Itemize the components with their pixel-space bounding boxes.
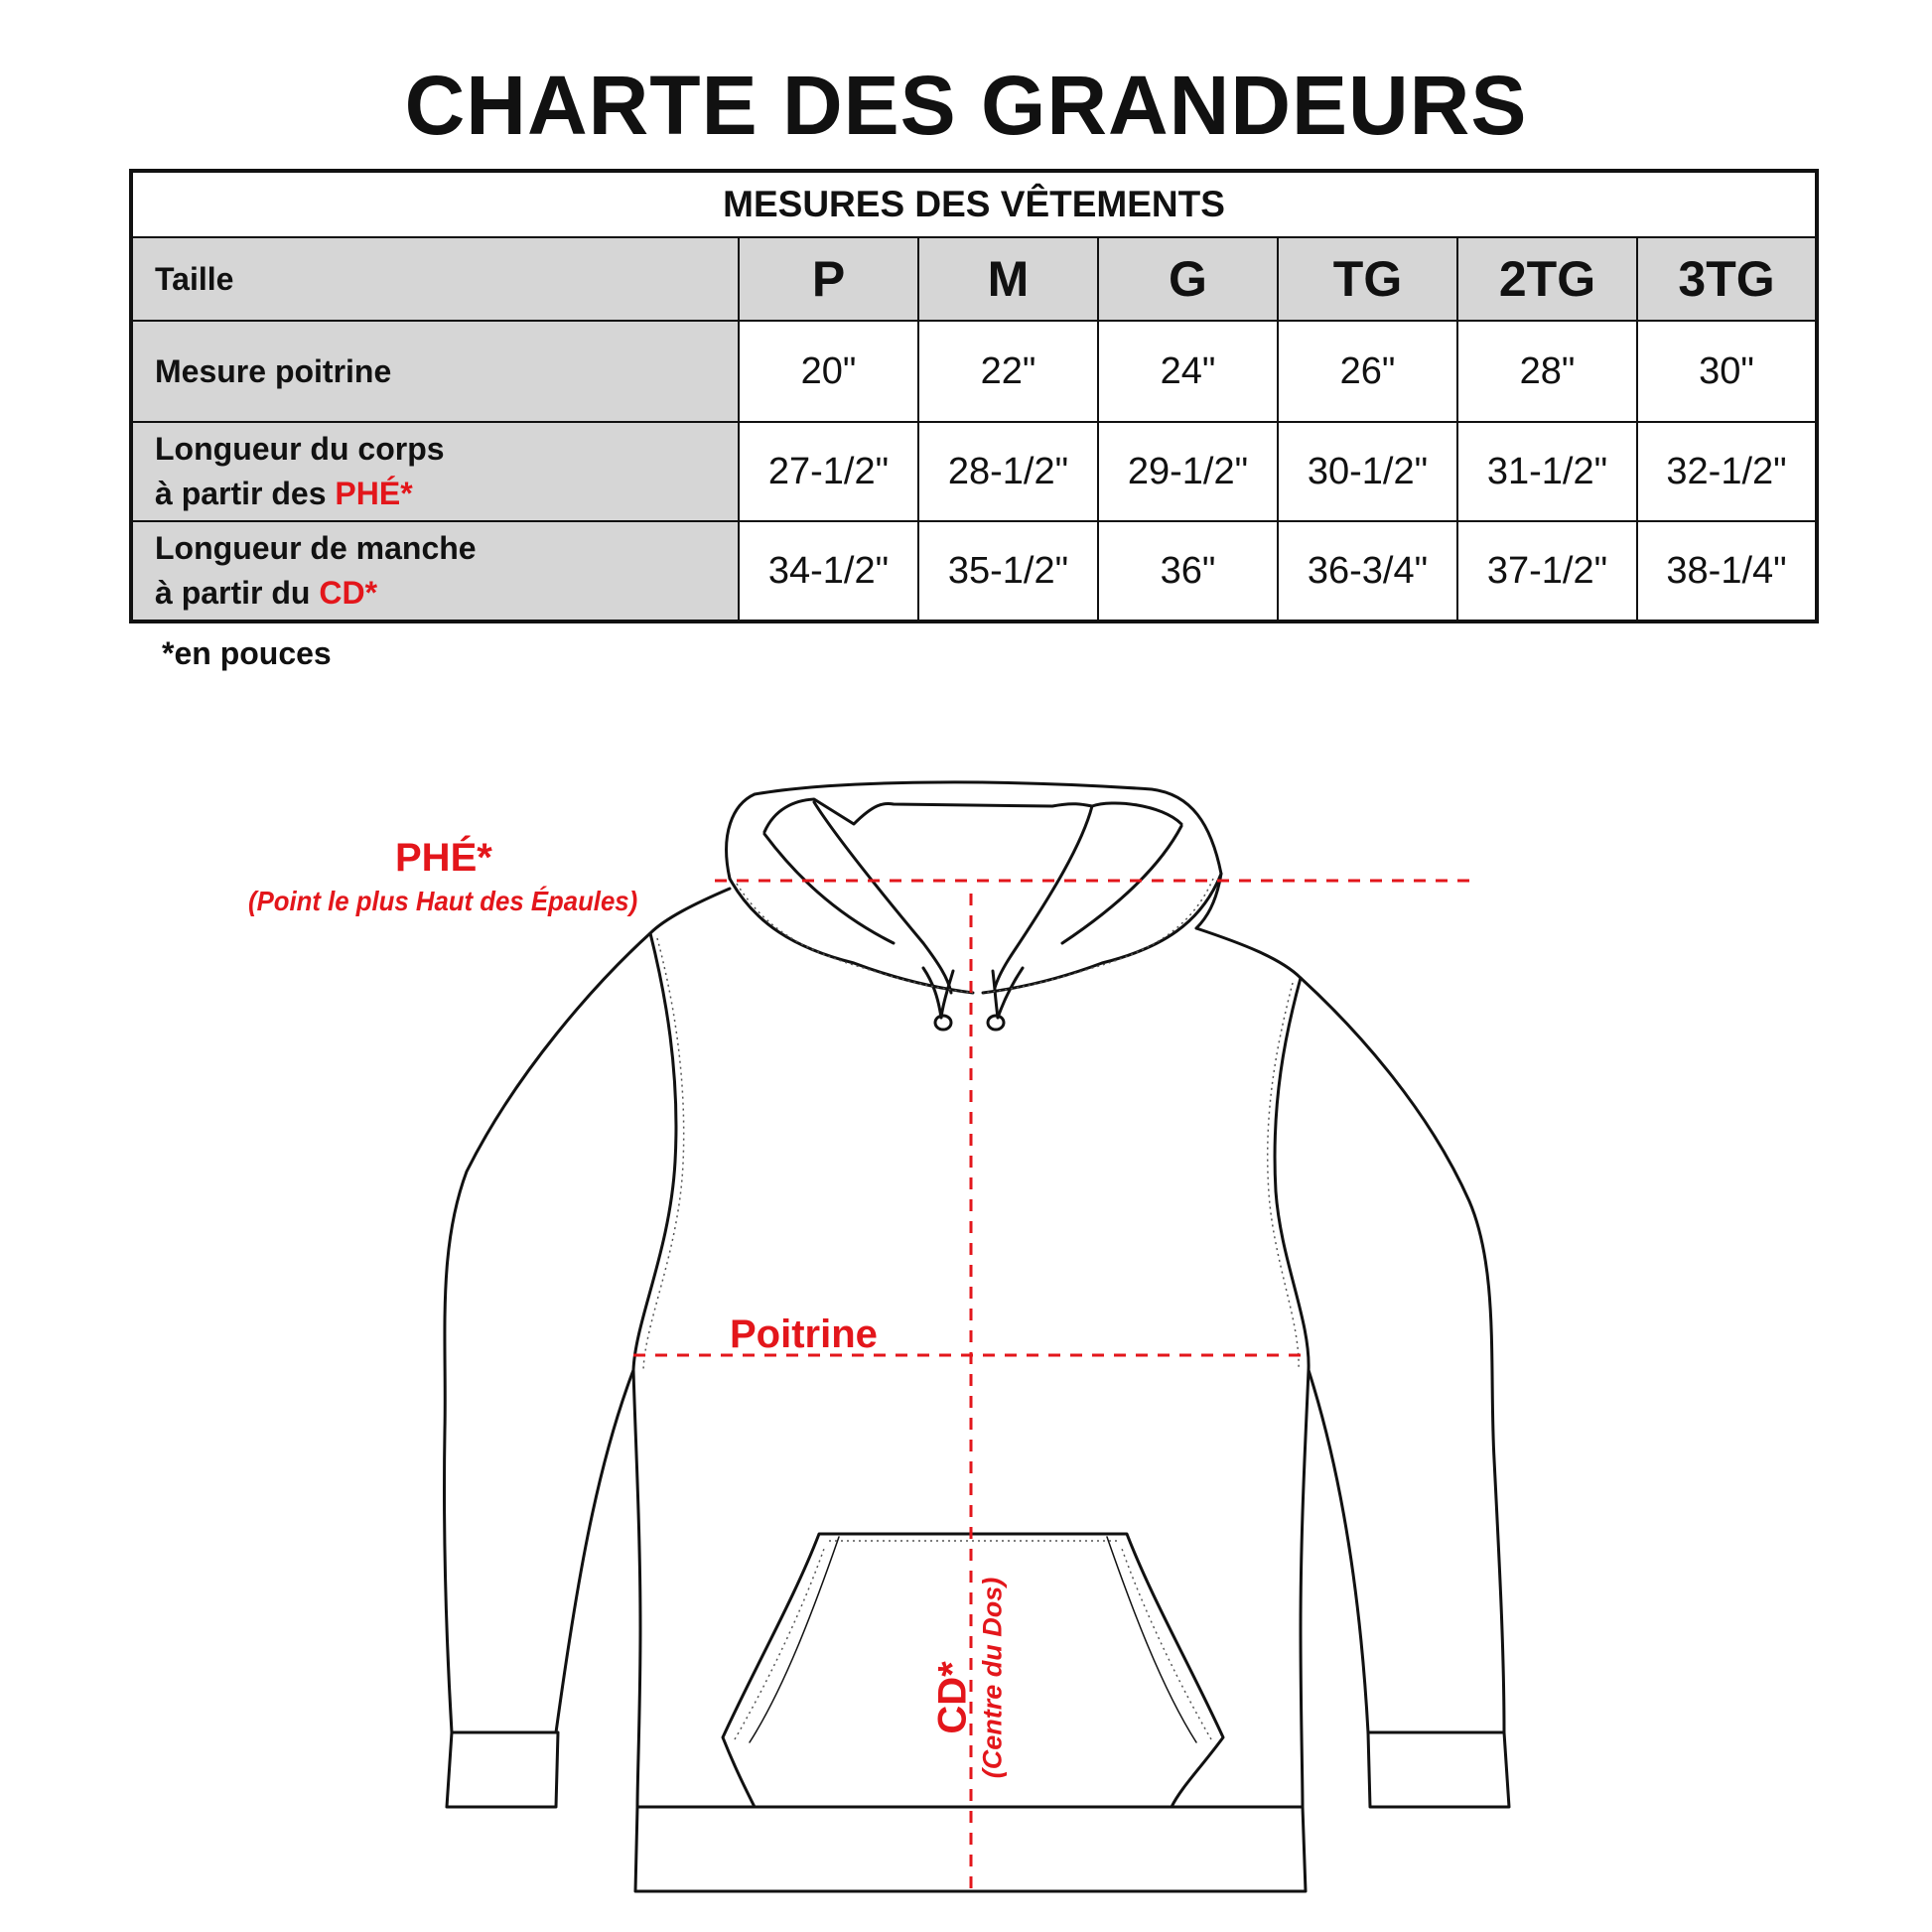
table-cell: 30" [1637, 321, 1817, 422]
table-cell: 26" [1278, 321, 1457, 422]
table-cell: 28-1/2" [918, 422, 1098, 521]
size-m: M [918, 237, 1098, 321]
table-cell: 22" [918, 321, 1098, 422]
table-caption: MESURES DES VÊTEMENTS [131, 171, 1817, 237]
table-cell: 37-1/2" [1457, 521, 1637, 621]
cd-label: CD* [930, 1661, 975, 1734]
measurement-guides [633, 881, 1479, 1891]
phe-label: PHÉ* [395, 836, 492, 880]
row-label-highlight: CD* [319, 575, 378, 611]
size-p: P [739, 237, 918, 321]
page-title: CHARTE DES GRANDEURS [404, 59, 1528, 152]
row-label-highlight: PHÉ* [335, 476, 413, 511]
phe-description: (Point le plus Haut des Épaules) [248, 886, 638, 916]
row-label-prefix: à partir du [155, 575, 320, 611]
footnote: *en pouces [162, 635, 332, 671]
size-tg: TG [1278, 237, 1457, 321]
size-label: Taille [131, 237, 739, 321]
table-cell: 34-1/2" [739, 521, 918, 621]
table-cell: 36-3/4" [1278, 521, 1457, 621]
table-cell: 24" [1098, 321, 1278, 422]
table-cell: 38-1/4" [1637, 521, 1817, 621]
table-cell: 20" [739, 321, 918, 422]
table-cell: 30-1/2" [1278, 422, 1457, 521]
row-label-text: Longueur du corps [155, 431, 445, 467]
table-cell: 35-1/2" [918, 521, 1098, 621]
row-label-text: Longueur de manche [155, 530, 477, 566]
size-2tg: 2TG [1457, 237, 1637, 321]
table-cell: 31-1/2" [1457, 422, 1637, 521]
table-cell: 27-1/2" [739, 422, 918, 521]
chest-label: Poitrine [730, 1312, 878, 1356]
table-cell: 36" [1098, 521, 1278, 621]
row-label-prefix: à partir des [155, 476, 336, 511]
table-cell: 32-1/2" [1637, 422, 1817, 521]
row-label-text: Mesure poitrine [155, 352, 392, 389]
cd-description: (Centre du Dos) [977, 1577, 1008, 1779]
table-cell: 28" [1457, 321, 1637, 422]
size-3tg: 3TG [1637, 237, 1817, 321]
table-cell: 29-1/2" [1098, 422, 1278, 521]
size-g: G [1098, 237, 1278, 321]
